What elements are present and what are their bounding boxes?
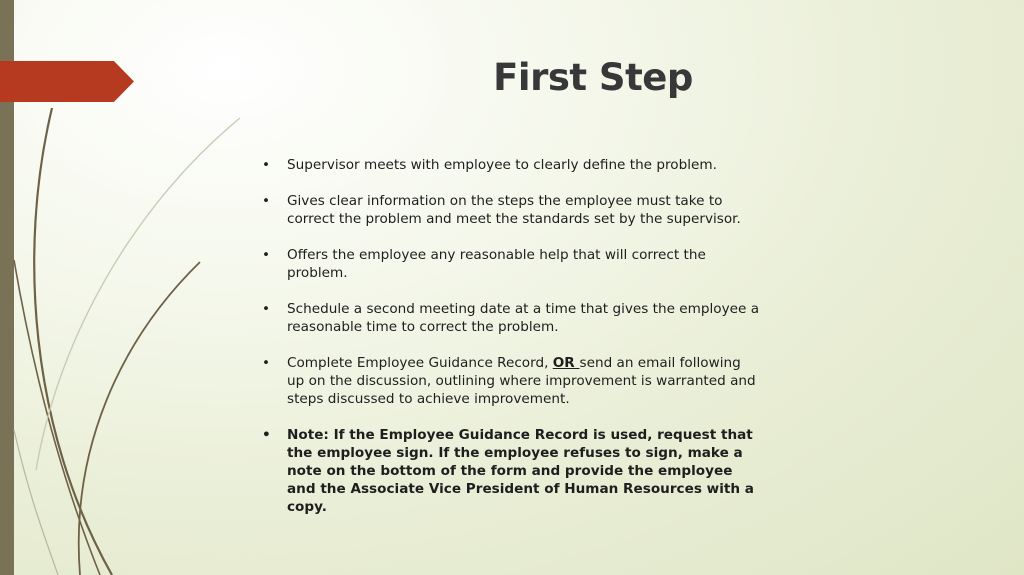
- bullet-text: Offers the employee any reasonable help that will correct the problem.: [287, 247, 706, 281]
- bullet-item: [262, 246, 762, 282]
- bullet-text: Gives clear information on the steps the employee must take to correct the problem and meet the standards set by the supervisor.: [287, 193, 741, 227]
- bullet-item: [262, 156, 762, 174]
- bullet-text: Schedule a second meeting date at a time that gives the employee a reasonable time to correct the problem.: [287, 301, 760, 335]
- bullet-text-before: Complete Employee Guidance Record,: [287, 355, 553, 371]
- slide-title: First Step: [493, 56, 693, 99]
- bullet-text-after: send an email following up on the discussion, outlining where improvement is warranted and steps discussed to achieve improvement.: [287, 355, 756, 407]
- bullet-item: [262, 300, 762, 336]
- title-accent-tab: [0, 61, 134, 102]
- or-emphasis: OR: [552, 355, 580, 371]
- bullet-text: Note: If the Employee Guidance Record is used, request that the employee sign. If the employee refuses to sign, make a note on the bottom of the form and provide the employee and the Associate Vice President of Human Resources with a copy.: [287, 427, 754, 515]
- bullet-list: [262, 156, 762, 534]
- bullet-text: Supervisor meets with employee to clearly define the problem.: [287, 157, 717, 173]
- bullet-item-note: [262, 426, 762, 516]
- bullet-item: [262, 192, 762, 228]
- bullet-item: [262, 354, 762, 408]
